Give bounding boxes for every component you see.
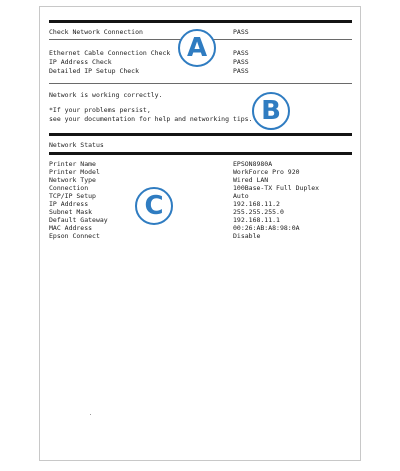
status-row-label: MAC Address <box>49 224 93 232</box>
status-row-value: Wired LAN <box>233 176 269 184</box>
callout-c-badge: C <box>135 187 173 225</box>
network-status-top-rule <box>49 133 352 136</box>
status-row-value: WorkForce Pro 920 <box>233 168 300 176</box>
check-item-result: PASS <box>233 58 249 66</box>
status-row-label: Epson Connect <box>49 232 100 240</box>
connection-check-heading-result: PASS <box>233 28 249 36</box>
status-row-value: Disable <box>233 232 261 240</box>
message-divider <box>49 83 352 84</box>
status-row-label: Printer Model <box>49 168 100 176</box>
status-row-label: Connection <box>49 184 89 192</box>
status-row-value: Auto <box>233 192 249 200</box>
status-row-value: 192.168.11.2 <box>233 200 280 208</box>
status-row-value: 192.168.11.1 <box>233 216 280 224</box>
check-item-label: Ethernet Cable Connection Check <box>49 49 171 57</box>
tip-line-1: *If your problems persist, <box>49 106 151 114</box>
status-row-label: Default Gateway <box>49 216 108 224</box>
status-row-value: 00:26:AB:A8:98:0A <box>233 224 300 232</box>
network-status-message: Network is working correctly. <box>49 91 163 99</box>
top-rule <box>49 20 352 23</box>
check-item-label: IP Address Check <box>49 58 112 66</box>
connection-check-heading: Check Network Connection <box>49 28 143 36</box>
status-row-label: IP Address <box>49 200 89 208</box>
status-row-label: TCP/IP Setup <box>49 192 96 200</box>
check-item-result: PASS <box>233 67 249 75</box>
callout-b-badge: B <box>252 92 290 130</box>
status-row-label: Network Type <box>49 176 96 184</box>
status-row-value: 255.255.255.0 <box>233 208 284 216</box>
paper-speck <box>90 414 91 415</box>
tip-line-2: see your documentation for help and networking tips. <box>49 115 253 123</box>
check-item-result: PASS <box>233 49 249 57</box>
network-status-heading: Network Status <box>49 141 104 149</box>
network-status-sheet <box>39 6 361 461</box>
status-row-value: EPSON8980A <box>233 160 273 168</box>
callout-a-badge: A <box>178 29 216 67</box>
status-row-label: Subnet Mask <box>49 208 93 216</box>
network-status-bottom-rule <box>49 152 352 155</box>
status-row-value: 100Base-TX Full Duplex <box>233 184 320 192</box>
status-row-label: Printer Name <box>49 160 96 168</box>
check-item-label: Detailed IP Setup Check <box>49 67 140 75</box>
